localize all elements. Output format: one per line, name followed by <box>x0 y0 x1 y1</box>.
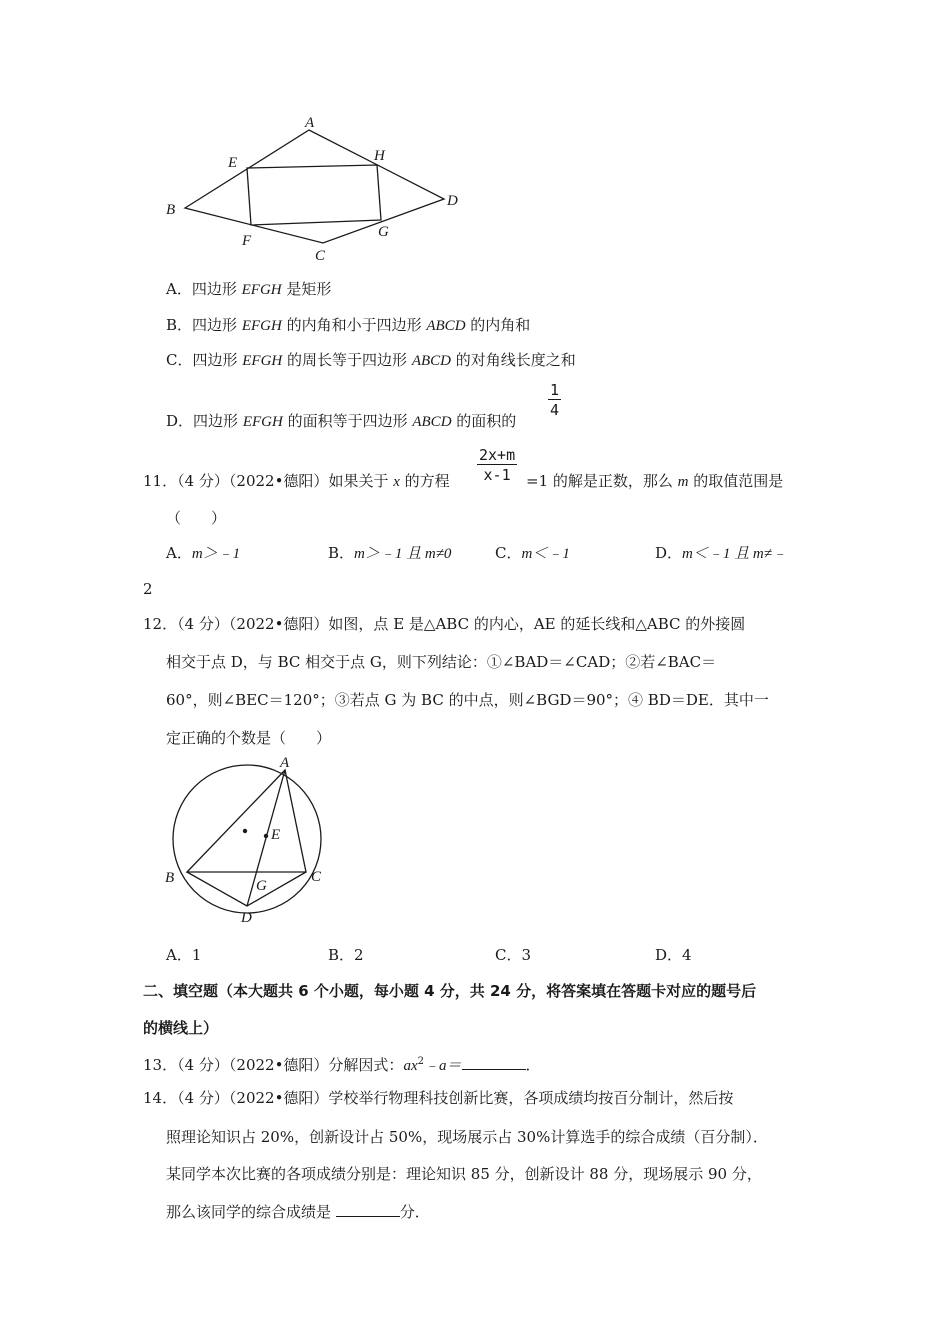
math-expression: ﹣a＝ <box>423 1058 462 1074</box>
label-D: D <box>241 910 252 926</box>
question-text: 那么该同学的综合成绩是 <box>166 1203 336 1221</box>
q12-line-3: 60°，则∠BEC＝120°；③若点 G 为 BC 的中点，则∠BGD＝90°；④ BD＝DE．其中一 <box>166 691 769 709</box>
option-text: m＞﹣1 且 m≠0 <box>354 546 452 562</box>
incenter-dot <box>264 834 268 838</box>
option-letter: C． <box>495 544 522 562</box>
section-heading-line-1: 二、填空题（本大题共 6 个小题，每小题 4 分，共 24 分，将答案填在答题卡对应的题号后 <box>143 982 757 1000</box>
question-text: （4 分）（2022•德阳）分解因式： <box>177 1056 404 1074</box>
option-text: 的内角和 <box>465 316 531 334</box>
math-text: EFGH <box>241 318 282 334</box>
q10-option-d <box>166 410 516 431</box>
fraction-denominator: x-1 <box>483 466 511 484</box>
answer-blank[interactable] <box>336 1202 400 1217</box>
option-text: 的面积等于四边形 <box>282 412 413 430</box>
option-text: 四边形 <box>192 316 242 334</box>
circle-center-dot <box>243 829 247 833</box>
option-letter: D． <box>166 412 194 430</box>
question-text: （4 分）（2022•德阳）学校举行物理科技创新比赛，各项成绩均按百分制计，然后按 <box>177 1089 734 1107</box>
equation-fraction <box>477 446 517 485</box>
math-expression: ax <box>403 1058 418 1074</box>
q12-option-c <box>495 944 531 965</box>
option-text: m＜﹣1 <box>521 546 570 562</box>
math-var: x <box>393 474 400 490</box>
option-letter: D． <box>655 946 683 964</box>
option-text: 的内角和小于四边形 <box>281 316 427 334</box>
exponent: 2 <box>417 1056 424 1067</box>
option-text: 的周长等于四边形 <box>282 351 412 369</box>
q10-option-b <box>166 314 530 335</box>
label-E: E <box>228 155 238 171</box>
option-letter: B． <box>328 544 355 562</box>
question-text: 如果关于 <box>328 472 394 490</box>
math-var: m <box>677 474 689 490</box>
option-letter: A． <box>166 946 192 964</box>
option-text: 的面积的 <box>451 412 517 430</box>
math-text: EFGH <box>241 282 282 298</box>
math-text: EFGH <box>242 414 283 430</box>
q13-stem <box>143 1054 541 1075</box>
option-wrap-text: 2 <box>143 580 153 598</box>
q11-stem-cont <box>526 470 783 491</box>
option-text: m＞﹣1 <box>191 546 241 562</box>
label-C: C <box>311 869 322 885</box>
option-text: 1 <box>191 946 202 964</box>
q12-option-a <box>166 944 201 965</box>
label-C: C <box>315 248 326 264</box>
question-number: 11． <box>143 472 178 490</box>
q14-line-1 <box>143 1087 733 1108</box>
option-letter: A． <box>166 544 192 562</box>
question-text: =1 的解是正数，那么 <box>526 472 678 490</box>
q11-option-c <box>495 542 570 563</box>
option-text: 的对角线长度之和 <box>450 351 576 369</box>
label-G: G <box>256 878 267 894</box>
q12-line-4: 定正确的个数是（ ） <box>166 729 332 747</box>
label-A: A <box>280 755 290 771</box>
question-number: 13． <box>143 1056 178 1074</box>
section-heading-line-2: 的横线上） <box>143 1019 219 1037</box>
option-text: m＜﹣1 且 m≠﹣ <box>682 546 787 562</box>
math-text: ABCD <box>426 318 466 334</box>
q12-line-2: 相交于点 D，与 BC 相交于点 G，则下列结论：①∠BAD＝∠CAD；②若∠BAC＝ <box>166 653 717 671</box>
fraction-numerator: 1 <box>550 381 560 399</box>
option-letter: B． <box>328 946 355 964</box>
option-letter: B． <box>166 316 193 334</box>
q11-option-d <box>655 542 787 563</box>
option-text: 2 <box>354 946 364 964</box>
fraction-denominator: 4 <box>550 401 560 419</box>
q10-option-a <box>166 278 331 299</box>
q14-line-2: 照理论知识占 20%，创新设计占 50%，现场展示占 30%计算选手的综合成绩（百分制）． <box>166 1128 768 1146</box>
q11-option-a <box>166 542 240 563</box>
label-A: A <box>305 115 315 131</box>
q14-line-4 <box>166 1201 430 1222</box>
q12-option-b <box>328 944 364 965</box>
label-B: B <box>165 870 175 886</box>
q10-option-c <box>166 349 576 370</box>
question-text: 分． <box>399 1203 430 1221</box>
label-E: E <box>271 827 281 843</box>
option-letter: A． <box>166 280 192 298</box>
question-text: （4 分）（2022•德阳）如图，点 E 是△ABC 的内心，AE 的延长线和△ABC 的外接圆 <box>177 615 746 633</box>
math-text: EFGH <box>242 353 283 369</box>
label-B: B <box>166 202 176 218</box>
answer-blank[interactable] <box>462 1055 526 1070</box>
label-G: G <box>378 224 389 240</box>
period: ． <box>525 1056 541 1074</box>
option-letter: C． <box>495 946 522 964</box>
q12-line-1 <box>143 613 745 634</box>
question-score: （4 分） <box>177 472 229 490</box>
option-letter: D． <box>655 544 683 562</box>
question-text: 的取值范围是 <box>688 472 784 490</box>
option-text: 3 <box>521 946 532 964</box>
quadrilateral-figure <box>150 100 470 270</box>
question-source: （2022•德阳） <box>228 472 329 490</box>
option-letter: C． <box>166 351 193 369</box>
option-text: 四边形 <box>193 412 243 430</box>
math-text: ABCD <box>412 414 452 430</box>
label-D: D <box>447 193 458 209</box>
option-text: 是矩形 <box>281 280 332 298</box>
label-H: H <box>374 148 385 164</box>
circle-triangle-figure <box>155 750 355 940</box>
label-F: F <box>242 233 252 249</box>
question-number: 12． <box>143 615 178 633</box>
q11-option-b <box>328 542 451 563</box>
math-text: ABCD <box>411 353 451 369</box>
option-text: 四边形 <box>191 280 242 298</box>
question-text: 的方程 <box>399 472 450 490</box>
option-text: 4 <box>682 946 692 964</box>
option-text: 四边形 <box>192 351 243 369</box>
fraction-one-quarter <box>548 381 561 420</box>
fraction-numerator: 2x+m <box>479 446 516 464</box>
question-number: 14． <box>143 1089 178 1107</box>
q11-stem <box>143 470 450 491</box>
q12-option-d <box>655 944 692 965</box>
answer-paren: （ ） <box>166 509 227 527</box>
q14-line-3: 某同学本次比赛的各项成绩分别是：理论知识 85 分，创新设计 88 分，现场展示 90 分， <box>166 1165 762 1183</box>
